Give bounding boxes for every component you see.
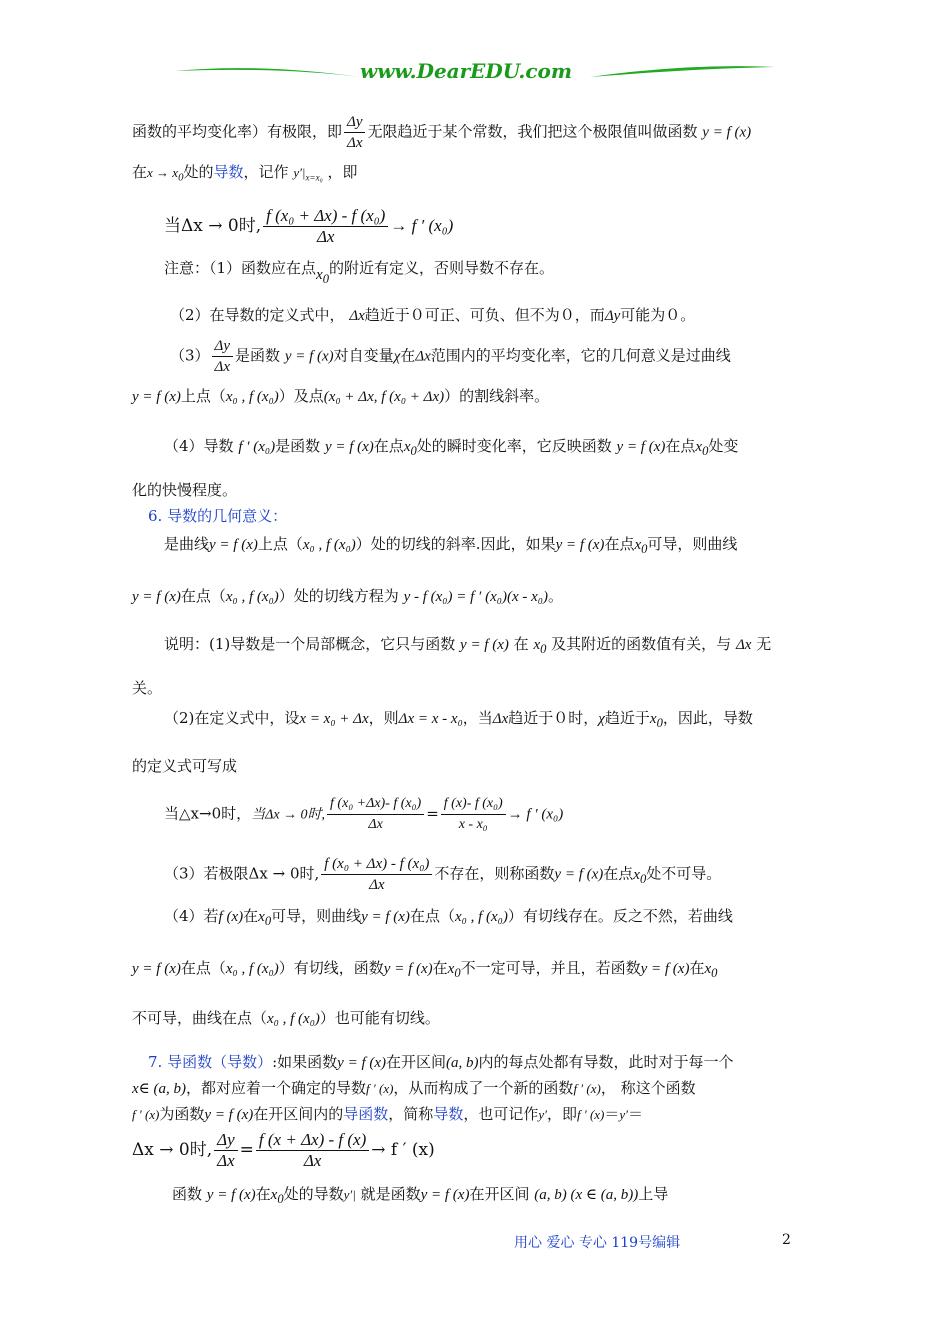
section-7-line-3: f ′ (x)为函数y = f (x)在开区间内的导函数，简称导数，也可记作y′，即f ′ (x)＝y′＝	[132, 1105, 644, 1123]
note-4: （4）导数 f ′ (x₀)是函数 y = f (x)在点$x_0$处的瞬时变化率，它反映函数 y = f (x)在点$x_0$处变	[164, 437, 739, 458]
footer-text: 用心 爱心 专心 119号编辑	[514, 1235, 681, 1251]
note-1: 注意：（1）函数应在点$x_0$的附近有定义，否则导数不存在。	[164, 259, 554, 286]
section-7-last: 函数 y = f (x)在$x_0$处的导数y′| 就是函数y = f (x)在开区间 (a, b) (x ∈ (a, b))上导	[172, 1185, 669, 1206]
remark-2: （2)在定义式中，设x = x₀ + Δx，则Δx = x - x₀，当Δx趋近于０时，χ趋近于$x_0$，因此，导数	[164, 709, 753, 730]
geom-line-1: 是曲线y = f (x)上点（x₀ , f (x₀)）处的切线的斜率.因此，如果y = f (x)在点$x_0$可导，则曲线	[164, 535, 738, 556]
derivative-function-formula: Δx → 0时, $\frac{\Delta y}{\Delta x}$ = $\frac{f (x + \Delta x) - f (x)}{\Delta x}$ → f ′ (x)	[132, 1130, 435, 1170]
page-number: 2	[782, 1232, 791, 1248]
note-3: （3） $\frac{\Delta y}{\Delta x}$ 是函数 y = f (x)对自变量χ在Δx范围内的平均变化率，它的几何意义是过曲线	[170, 338, 731, 375]
remark-4-cont-2: 不可导，曲线在点（x₀ , f (x₀)）也可能有切线。	[132, 1009, 440, 1027]
fraction-dy-dx: $\frac{\Delta y}{\Delta x}$	[344, 112, 365, 153]
remark-2-cont: 的定义式可写成	[132, 757, 238, 775]
para-line-2: 在$x \to x_0$处的导数，记作 $y'|_{x=x_0}$ ，即	[132, 163, 358, 184]
note-2: （2）在导数的定义式中， Δx趋近于０可正、可负、但不为０，而Δy可能为０。	[170, 306, 696, 324]
para-line-1: 函数的平均变化率）有极限，即 $\frac{\Delta y}{\Delta x}$ 无限趋近于某个常数，我们把这个极限值叫做函数 y = f (x)	[132, 114, 752, 151]
def-formula: 当Δx → 0时, $\frac{\text{f (x₀ + Δx) - f (x₀)}}{\Delta x}$ → f ′ (x₀)	[164, 206, 454, 246]
section-7-line-1: 7. 导函数（导数）:如果函数y = f (x)在开区间(a, b)内的每点处都有导数，此时对于每一个	[148, 1053, 734, 1071]
remark-4-cont-1: y = f (x)在点（x₀ , f (x₀)）有切线，函数y = f (x)在$x_0$不一定可导，并且，若函数y = f (x)在$x_0$	[132, 959, 718, 980]
note-4-cont: 化的快慢程度。	[132, 481, 238, 499]
term-derivative: 导数	[213, 163, 244, 181]
math-y-fx: y = f (x)	[702, 124, 752, 141]
remark-4: （4）若f (x)在$x_0$可导，则曲线y = f (x)在点（x₀ , f (x₀)）有切线存在。反之不然，若曲线	[164, 907, 733, 928]
alt-def-formula: 当△x→0时，当Δx → 0时, $\frac{\text{f (x₀ +Δx)- f (x₀)}}{\Delta x}$ = $\frac{\text{f (x)- f (x₀)}}{\text{x - x₀}}$ → f ′ (x₀)	[164, 796, 564, 832]
header-logo	[170, 55, 780, 95]
remark-3: （3）若极限Δx → 0时, $\frac{\text{f (x₀ + Δx) - f (x₀)}}{\Delta x}$ 不存在，则称函数y = f (x)在点$x_0$处不可导。	[164, 856, 722, 893]
section-6-heading: 6. 导数的几何意义：	[148, 507, 288, 525]
logo-text: www.DearEDU.com	[360, 59, 573, 83]
section-7-heading: 导函数（导数）	[167, 1053, 273, 1071]
remark-1: 说明：(1)导数是一个局部概念，它只与函数 y = f (x) 在 $x_0$ 及其附近的函数值有关，与 Δx 无	[164, 635, 772, 656]
section-7-line-2: x∈ (a, b)，都对应着一个确定的导数f ′ (x)，从而构成了一个新的函数f ′ (x)， 称这个函数	[132, 1079, 696, 1097]
note-3-cont: y = f (x)上点（x₀ , f (x₀)）及点(x₀ + Δx, f (x₀ + Δx)）的割线斜率。	[132, 387, 550, 405]
remark-1-cont: 关。	[132, 679, 163, 697]
geom-line-2: y = f (x)在点（x₀ , f (x₀)）处的切线方程为 y - f (x₀) = f ′ (x₀)(x - x₀)。	[132, 587, 563, 605]
